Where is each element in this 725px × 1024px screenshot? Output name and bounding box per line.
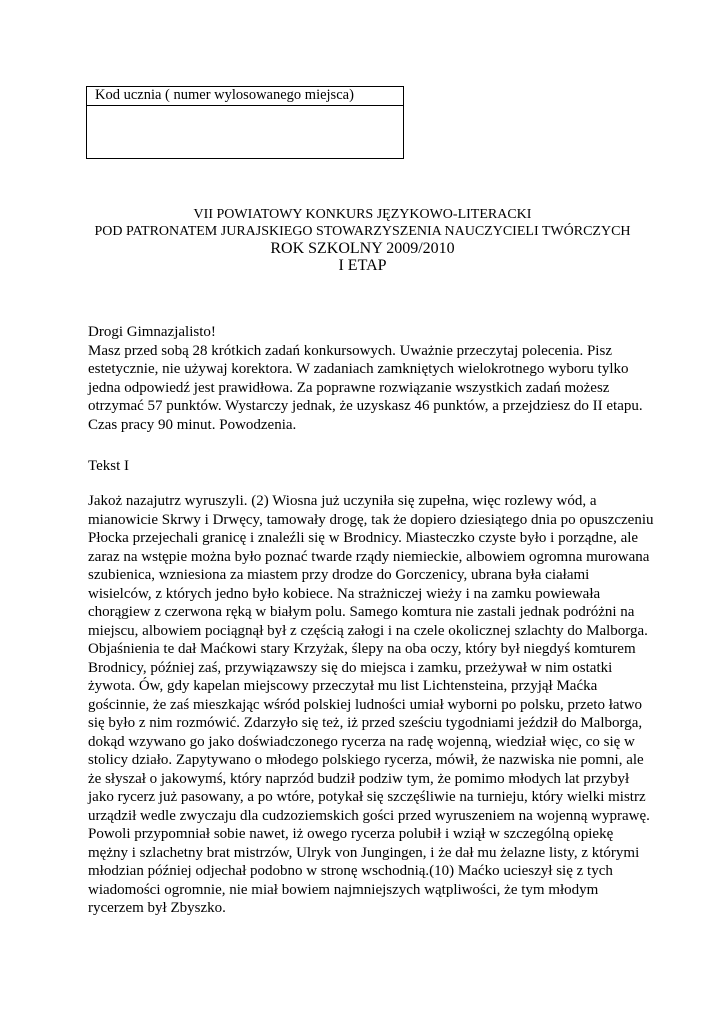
intro-line: jedna odpowiedź jest prawidłowa. Za poprawne rozwiązanie wszystkich zadań możesz (88, 379, 610, 396)
text-line: szubienica, wzniesiona za miastem przy drodze do Gorczenicy, ubrana była ciałami (88, 567, 590, 583)
school-year: ROK SZKOLNY 2009/2010 (270, 240, 455, 257)
text-line: Płocka przejechali granicę i znaleźli się w Brodnicy. Miasteczko czyste było i porządne, ale (88, 530, 639, 546)
text-line: jako rycerz już pasowany, a po wtóre, potykał się szczęśliwie na turnieju, który wielki mistrz (88, 789, 646, 805)
text-line: wisielców, z których jedno było kobiece. Na strażniczej wieży i na zamku powiewała (88, 585, 601, 602)
text-line: mężny i szlachetny brat mistrzów, Ulryk von Jungingen, i że dał mu żelazne listy, z którymi (88, 844, 640, 861)
text-line: Jakoż nazajutrz wyruszyli. (2) Wiosna już uczyniła się zupełna, więc rozlewy wód, a (88, 493, 597, 509)
text-line: mianowicie Skrwy i Drwęcy, tamowały drogę, tak że dopiero dziesiątego dnia po opuszczeniu (88, 511, 654, 528)
text-line: Powoli przypomniał sobie nawet, iż owego rycerza polubił i wziął w szczególną opiekę (88, 826, 614, 842)
intro-line: Masz przed sobą 28 krótkich zadań konkursowych. Uważnie przeczytaj polecenia. Pisz (88, 342, 612, 359)
text-line: dokąd wzywano go jako doświadczonego rycerza na radę wojenną, wiedział więc, co się w (88, 733, 635, 750)
student-code-box (86, 86, 404, 159)
intro-section (88, 323, 648, 434)
text-line: Brodnicy, później zaś, przywiązawszy się do miejsca i zamku, przeżywał w nim ostatki (88, 659, 613, 676)
student-code-label: Kod ucznia ( numer wylosowanego miejsca) (87, 87, 403, 106)
text-line: Objaśnienia te dał Maćkowi stary Krzyżak, ślepy na oba oczy, który był niegdyś komturem (88, 641, 636, 657)
intro-greeting: Drogi Gimnazjalisto! (88, 324, 216, 340)
text-body (88, 492, 654, 918)
contest-title: VII POWIATOWY KONKURS JĘZYKOWO-LITERACKI (193, 207, 532, 222)
text-line: rycerzem był Zbyszko. (88, 900, 226, 916)
text-title: Tekst I (88, 458, 130, 474)
intro-line: otrzymać 57 punktów. Wystarczy jednak, że uzyskasz 46 punktów, a przejdziesz do II etapu. (88, 398, 643, 414)
text-line: stolicy działo. Zapytywano o młodego polskiego rycerza, mówił, że nazwiska nie pomni, ale (88, 752, 644, 768)
intro-line: estetycznie, nie używaj korektora. W zadaniach zamkniętych wielokrotnego wyboru tylko (88, 361, 629, 377)
text-line: zaraz na wstępie można było poznać twarde rządy niemieckie, albowiem ogromna murowana (88, 548, 650, 565)
text-line: miejscu, albowiem pociągnął był z częścią załogi i na czele okolicznej szlachty do Malborga. (88, 622, 648, 639)
text-line: wiadomości ogromnie, nie miał bowiem najmniejszych wątpliwości, że tym młodym (88, 881, 599, 898)
intro-line: Czas pracy 90 minut. Powodzenia. (88, 416, 297, 433)
contest-stage: I ETAP (338, 257, 387, 274)
text-line: chorągiew z czerwona ręką w białym polu. Samego komtura nie zastali jednak podróżni na (88, 604, 635, 620)
text-line: gościnnie, że zaś mieszkając wśród polskiej ludności umiał wyborni po polsku, przeto łatwo (88, 696, 643, 713)
contest-patronage: POD PATRONATEM JURAJSKIEGO STOWARZYSZENIA NAUCZYCIELI TWÓRCZYCH (94, 224, 631, 239)
text-line: że słyszał o jakowymś, który naprzód budził podziw tym, że pomimo młodych lat przybył (88, 770, 630, 787)
text-line: żywota. Ów, gdy kapelan miejscowy przeczytał mu list Lichtensteina, przyjął Maćka (88, 678, 598, 694)
text-line: się było z nim rozmówić. Zdarzyło się też, iż przed sześciu tygodniami jeździł do Malborga, (88, 715, 643, 731)
text-line: młodzian później odjechał podobno w stronę wschodnią.(10) Maćko ucieszył się z tych (88, 863, 613, 879)
text-line: urządził wedle zwyczaju dla cudzoziemskich gości przed wyruszeniem na wojenną wyprawę. (88, 807, 650, 824)
